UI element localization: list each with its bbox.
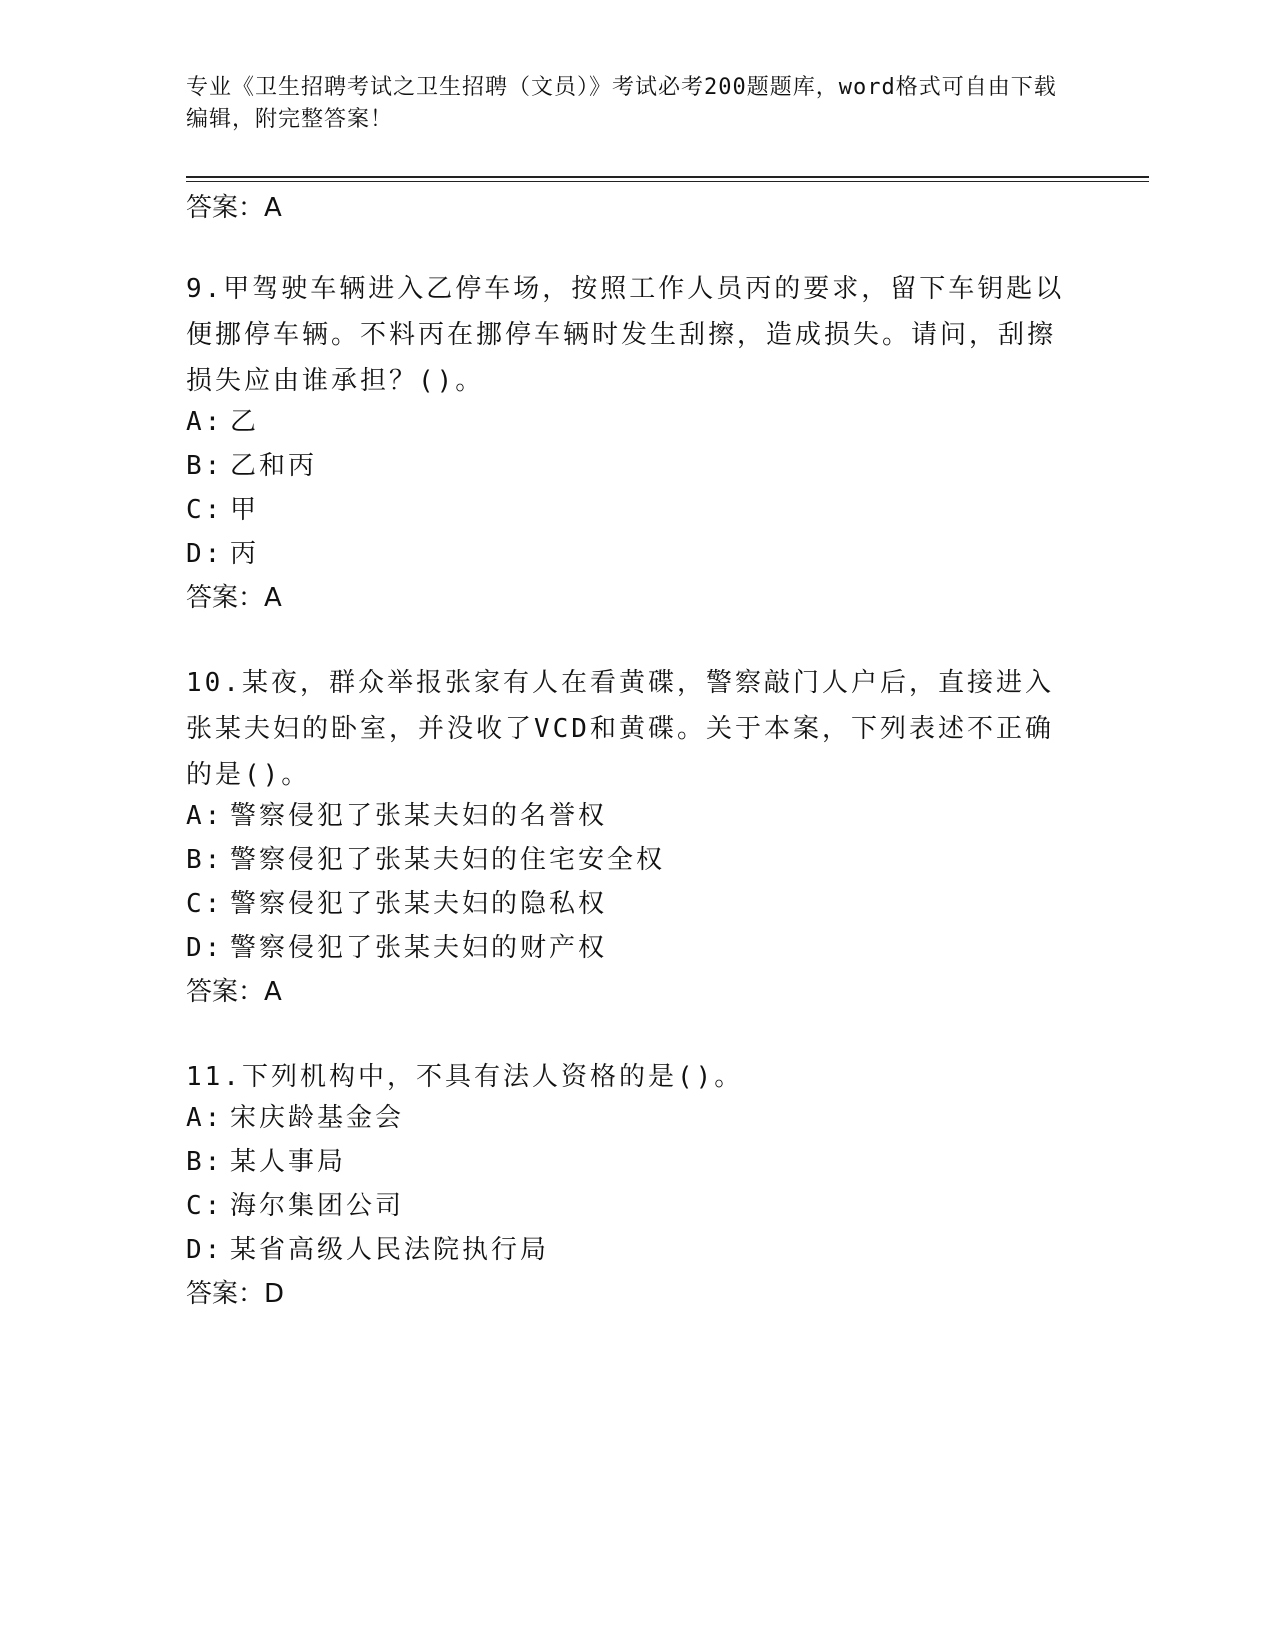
option-text: 某省高级人民法院执行局: [230, 1235, 550, 1265]
option-a: [186, 404, 259, 440]
question-text: 9.甲驾驶车辆进入乙停车场，按照工作人员丙的要求，留下车钥匙以便挪停车辆。不料丙在挪停车辆时发生刮擦，造成损失。请问，刮擦损失应由谁承担？()。: [186, 274, 1065, 396]
option-text: 乙和丙: [230, 451, 318, 481]
option-text: 警察侵犯了张某夫妇的住宅安全权: [230, 845, 666, 875]
answer-label: 答案：: [186, 977, 265, 1007]
option-b: [186, 448, 317, 484]
answer-value: A: [264, 193, 282, 223]
option-key: A:: [186, 801, 224, 831]
header-divider: [186, 176, 1149, 178]
option-b: [186, 1144, 346, 1180]
option-key: B:: [186, 451, 224, 481]
answer-line: [186, 974, 282, 1010]
option-key: A:: [186, 1103, 224, 1133]
option-d: [186, 536, 259, 572]
answer-line: [186, 580, 282, 616]
option-text: 丙: [230, 539, 260, 569]
answer-label: 答案：: [186, 1279, 265, 1309]
option-text: 警察侵犯了张某夫妇的名誉权: [230, 801, 608, 831]
option-text: 宋庆龄基金会: [230, 1103, 405, 1133]
document-header: 专业《卫生招聘考试之卫生招聘（文员）》考试必考200题题库，word格式可自由下载编辑，附完整答案！: [186, 75, 1057, 132]
header-divider-thin: [186, 181, 1149, 182]
option-b: [186, 842, 665, 878]
answer-line: [186, 1276, 284, 1312]
option-d: [186, 1232, 549, 1268]
option-c: [186, 1188, 404, 1224]
option-text: 警察侵犯了张某夫妇的财产权: [230, 933, 608, 963]
option-text: 某人事局: [230, 1147, 347, 1177]
option-key: D:: [186, 1235, 224, 1265]
option-text: 警察侵犯了张某夫妇的隐私权: [230, 889, 608, 919]
option-key: C:: [186, 495, 224, 525]
question-text: 10.某夜，群众举报张家有人在看黄碟，警察敲门人户后，直接进入张某夫妇的卧室，并没收了VCD和黄碟。关于本案，下列表述不正确的是()。: [186, 668, 1054, 790]
option-c: [186, 886, 607, 922]
option-key: C:: [186, 889, 224, 919]
answer-value: A: [264, 583, 282, 613]
option-text: 乙: [230, 407, 260, 437]
option-key: B:: [186, 1147, 224, 1177]
answer-label: 答案：: [186, 583, 265, 613]
option-key: D:: [186, 933, 224, 963]
answer-value: D: [264, 1279, 285, 1309]
option-key: B:: [186, 845, 224, 875]
answer-value: A: [264, 977, 282, 1007]
question-text: 11.下列机构中，不具有法人资格的是()。: [186, 1062, 744, 1092]
option-c: [186, 492, 259, 528]
option-key: C:: [186, 1191, 224, 1221]
option-key: D:: [186, 539, 224, 569]
answer-label: 答案：: [186, 193, 265, 223]
option-text: 甲: [230, 495, 260, 525]
option-text: 海尔集团公司: [230, 1191, 405, 1221]
answer-line: [186, 190, 282, 226]
option-a: [186, 1100, 404, 1136]
option-a: [186, 798, 607, 834]
option-d: [186, 930, 607, 966]
option-key: A:: [186, 407, 224, 437]
